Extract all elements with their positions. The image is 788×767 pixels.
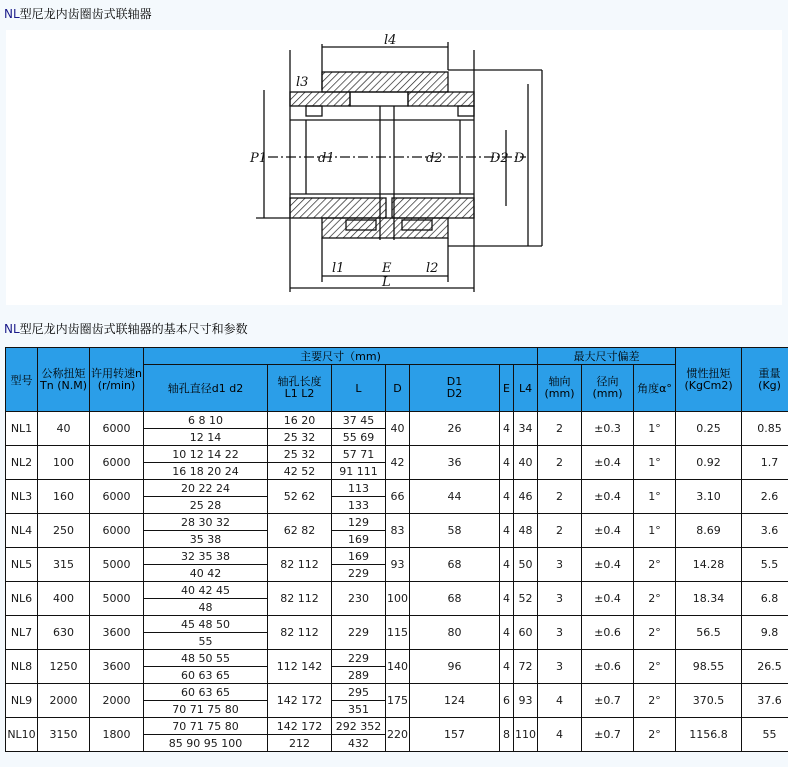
cell-inertia: 0.92 — [676, 446, 742, 480]
cell-D: 140 — [386, 650, 410, 684]
cell-L: 57 71 — [332, 446, 386, 463]
cell-bore-dia: 70 71 75 80 — [144, 701, 268, 718]
label-l2: l2 — [426, 261, 439, 276]
col-model: 型号 — [6, 348, 38, 412]
cell-weight: 3.6 — [742, 514, 788, 548]
cell-speed: 6000 — [90, 412, 144, 446]
cell-axial: 2 — [538, 412, 582, 446]
cell-torque: 400 — [38, 582, 90, 616]
table-body — [6, 412, 788, 752]
cell-weight: 37.6 — [742, 684, 788, 718]
cell-bore-dia: 20 22 24 — [144, 480, 268, 497]
cell-speed: 5000 — [90, 548, 144, 582]
cell-bore-dia: 48 50 55 — [144, 650, 268, 667]
cell-bore-len: 112 142 — [268, 650, 332, 684]
cell-bore-dia: 28 30 32 — [144, 514, 268, 531]
cell-bore-dia: 48 — [144, 599, 268, 616]
cell-L4: 48 — [514, 514, 538, 548]
cell-E: 6 — [500, 684, 514, 718]
cell-bore-len: 42 52 — [268, 463, 332, 480]
cell-angle: 1° — [634, 514, 676, 548]
cell-bore-dia: 10 12 14 22 — [144, 446, 268, 463]
col-weight: 重量 (Kg) — [742, 348, 788, 412]
label-l3: l3 — [296, 75, 309, 90]
cell-model: NL10 — [6, 718, 38, 752]
cell-bore-dia: 32 35 38 — [144, 548, 268, 565]
cell-L: 113 — [332, 480, 386, 497]
cell-D: 93 — [386, 548, 410, 582]
cell-model: NL8 — [6, 650, 38, 684]
cell-L: 133 — [332, 497, 386, 514]
label-d1: d1 — [318, 151, 335, 166]
cell-E: 4 — [500, 582, 514, 616]
cell-L: 55 69 — [332, 429, 386, 446]
cell-radial: ±0.4 — [582, 514, 634, 548]
cell-speed: 3600 — [90, 650, 144, 684]
cell-bore-dia: 70 71 75 80 — [144, 718, 268, 735]
table-row — [6, 650, 788, 667]
cell-D: 220 — [386, 718, 410, 752]
cell-torque: 40 — [38, 412, 90, 446]
table-row — [6, 684, 788, 701]
cell-speed: 2000 — [90, 684, 144, 718]
cell-E: 4 — [500, 480, 514, 514]
cell-radial: ±0.7 — [582, 684, 634, 718]
cell-radial: ±0.6 — [582, 650, 634, 684]
table-row — [6, 412, 788, 429]
cell-weight: 26.5 — [742, 650, 788, 684]
label-p1: P1 — [250, 151, 268, 166]
cell-inertia: 370.5 — [676, 684, 742, 718]
cell-bore-dia: 6 8 10 — [144, 412, 268, 429]
cell-angle: 2° — [634, 616, 676, 650]
cell-L4: 93 — [514, 684, 538, 718]
col-D: D — [386, 365, 410, 412]
cell-speed: 6000 — [90, 480, 144, 514]
label-l4: l4 — [384, 33, 397, 48]
col-angle: 角度α° — [634, 365, 676, 412]
subtitle-text: 型尼龙内齿圈齿式联轴器的基本尺寸和参数 — [19, 322, 248, 336]
cell-model: NL1 — [6, 412, 38, 446]
cell-D: 66 — [386, 480, 410, 514]
label-L: L — [382, 275, 391, 290]
cell-bore-dia: 45 48 50 — [144, 616, 268, 633]
cell-L: 295 — [332, 684, 386, 701]
cell-model: NL2 — [6, 446, 38, 480]
cell-angle: 2° — [634, 650, 676, 684]
cell-model: NL6 — [6, 582, 38, 616]
cell-model: NL4 — [6, 514, 38, 548]
cell-bore-dia: 60 63 65 — [144, 667, 268, 684]
cell-D1D2: 58 — [410, 514, 500, 548]
cell-L: 37 45 — [332, 412, 386, 429]
cell-axial: 2 — [538, 480, 582, 514]
table-row — [6, 480, 788, 497]
cell-bore-len: 82 112 — [268, 548, 332, 582]
cell-L: 229 — [332, 565, 386, 582]
cell-L4: 60 — [514, 616, 538, 650]
cell-bore-dia: 16 18 20 24 — [144, 463, 268, 480]
cell-L: 432 — [332, 735, 386, 752]
col-inertia: 惯性扭矩 (KgCm2) — [676, 348, 742, 412]
cell-inertia: 1156.8 — [676, 718, 742, 752]
cell-radial: ±0.4 — [582, 446, 634, 480]
table-row — [6, 718, 788, 735]
cell-D1D2: 124 — [410, 684, 500, 718]
cell-torque: 630 — [38, 616, 90, 650]
cell-D1D2: 36 — [410, 446, 500, 480]
cell-bore-len: 142 172 — [268, 684, 332, 718]
cell-D: 42 — [386, 446, 410, 480]
cell-L4: 50 — [514, 548, 538, 582]
cell-L: 91 111 — [332, 463, 386, 480]
label-D2: D2 — [490, 151, 509, 166]
cell-angle: 2° — [634, 548, 676, 582]
cell-L4: 52 — [514, 582, 538, 616]
header-row-1 — [6, 348, 788, 365]
cell-L: 230 — [332, 582, 386, 616]
cell-inertia: 98.55 — [676, 650, 742, 684]
cell-radial: ±0.7 — [582, 718, 634, 752]
cell-angle: 2° — [634, 684, 676, 718]
col-speed: 许用转速n (r/min) — [90, 348, 144, 412]
cell-bore-dia: 12 14 — [144, 429, 268, 446]
cell-inertia: 3.10 — [676, 480, 742, 514]
cell-L: 229 — [332, 616, 386, 650]
title-text: 型尼龙内齿圈齿式联轴器 — [19, 7, 152, 21]
col-axial: 轴向 (mm) — [538, 365, 582, 412]
cell-weight: 2.6 — [742, 480, 788, 514]
cell-L: 289 — [332, 667, 386, 684]
cell-D1D2: 96 — [410, 650, 500, 684]
cell-speed: 6000 — [90, 446, 144, 480]
cell-bore-len: 25 32 — [268, 429, 332, 446]
col-D1D2: D1 D2 — [410, 365, 500, 412]
cell-inertia: 14.28 — [676, 548, 742, 582]
cell-L: 169 — [332, 548, 386, 565]
cell-L: 292 352 — [332, 718, 386, 735]
cell-E: 8 — [500, 718, 514, 752]
cell-D: 175 — [386, 684, 410, 718]
coupling-drawing — [6, 30, 782, 305]
table-title — [4, 320, 248, 337]
cell-L: 351 — [332, 701, 386, 718]
cell-E: 4 — [500, 650, 514, 684]
table-row — [6, 446, 788, 463]
cell-angle: 1° — [634, 412, 676, 446]
cell-inertia: 56.5 — [676, 616, 742, 650]
cell-bore-len: 82 112 — [268, 582, 332, 616]
cell-D1D2: 26 — [410, 412, 500, 446]
cell-L4: 110 — [514, 718, 538, 752]
cell-weight: 5.5 — [742, 548, 788, 582]
cell-inertia: 0.25 — [676, 412, 742, 446]
cell-bore-len: 16 20 — [268, 412, 332, 429]
cell-L4: 40 — [514, 446, 538, 480]
cell-torque: 1250 — [38, 650, 90, 684]
cell-D1D2: 80 — [410, 616, 500, 650]
cell-speed: 3600 — [90, 616, 144, 650]
cell-inertia: 18.34 — [676, 582, 742, 616]
col-radial: 径向 (mm) — [582, 365, 634, 412]
cell-D1D2: 68 — [410, 548, 500, 582]
cell-torque: 100 — [38, 446, 90, 480]
cell-model: NL3 — [6, 480, 38, 514]
cell-D1D2: 44 — [410, 480, 500, 514]
cell-bore-len: 25 32 — [268, 446, 332, 463]
table-row — [6, 548, 788, 565]
cell-E: 4 — [500, 412, 514, 446]
cell-angle: 1° — [634, 446, 676, 480]
cell-axial: 2 — [538, 514, 582, 548]
cell-bore-len: 52 62 — [268, 480, 332, 514]
cell-weight: 6.8 — [742, 582, 788, 616]
table-row — [6, 514, 788, 531]
coupling-diagram-svg — [6, 30, 782, 305]
cell-L4: 46 — [514, 480, 538, 514]
cell-radial: ±0.4 — [582, 480, 634, 514]
col-L4: L4 — [514, 365, 538, 412]
cell-speed: 5000 — [90, 582, 144, 616]
cell-axial: 3 — [538, 650, 582, 684]
cell-model: NL5 — [6, 548, 38, 582]
col-torque: 公称扭矩 Tn (N.M) — [38, 348, 90, 412]
cell-bore-dia: 25 28 — [144, 497, 268, 514]
cell-E: 4 — [500, 616, 514, 650]
cell-inertia: 8.69 — [676, 514, 742, 548]
cell-radial: ±0.4 — [582, 548, 634, 582]
cell-bore-len: 82 112 — [268, 616, 332, 650]
cell-speed: 6000 — [90, 514, 144, 548]
cell-angle: 2° — [634, 718, 676, 752]
cell-radial: ±0.6 — [582, 616, 634, 650]
table-row — [6, 616, 788, 633]
cell-bore-dia: 40 42 — [144, 565, 268, 582]
cell-E: 4 — [500, 514, 514, 548]
cell-radial: ±0.4 — [582, 582, 634, 616]
cell-model: NL9 — [6, 684, 38, 718]
cell-bore-dia: 60 63 65 — [144, 684, 268, 701]
cell-bore-dia: 35 38 — [144, 531, 268, 548]
cell-weight: 55 — [742, 718, 788, 752]
cell-weight: 9.8 — [742, 616, 788, 650]
cell-L4: 34 — [514, 412, 538, 446]
col-E: E — [500, 365, 514, 412]
cell-axial: 4 — [538, 684, 582, 718]
cell-bore-len: 212 — [268, 735, 332, 752]
cell-bore-dia: 40 42 45 — [144, 582, 268, 599]
label-E: E — [382, 261, 392, 276]
col-main-dims: 主要尺寸（mm) — [144, 348, 538, 365]
cell-D: 100 — [386, 582, 410, 616]
cell-axial: 3 — [538, 616, 582, 650]
cell-L: 169 — [332, 531, 386, 548]
cell-torque: 250 — [38, 514, 90, 548]
cell-D: 40 — [386, 412, 410, 446]
page-title — [4, 5, 152, 22]
cell-torque: 3150 — [38, 718, 90, 752]
cell-bore-dia: 55 — [144, 633, 268, 650]
cell-angle: 2° — [634, 582, 676, 616]
cell-D1D2: 157 — [410, 718, 500, 752]
spec-table — [5, 347, 788, 752]
cell-weight: 0.85 — [742, 412, 788, 446]
cell-axial: 2 — [538, 446, 582, 480]
col-bore-len: 轴孔长度 L1 L2 — [268, 365, 332, 412]
cell-bore-len: 142 172 — [268, 718, 332, 735]
cell-torque: 315 — [38, 548, 90, 582]
cell-axial: 3 — [538, 582, 582, 616]
cell-torque: 2000 — [38, 684, 90, 718]
cell-axial: 4 — [538, 718, 582, 752]
cell-bore-dia: 85 90 95 100 — [144, 735, 268, 752]
cell-L4: 72 — [514, 650, 538, 684]
cell-E: 4 — [500, 548, 514, 582]
cell-bore-len: 62 82 — [268, 514, 332, 548]
cell-L: 129 — [332, 514, 386, 531]
title-prefix: NL — [4, 7, 20, 21]
label-D: D — [514, 151, 525, 166]
cell-D1D2: 68 — [410, 582, 500, 616]
label-d2: d2 — [426, 151, 443, 166]
table-row — [6, 582, 788, 599]
col-bore-dia: 轴孔直径d1 d2 — [144, 365, 268, 412]
col-L: L — [332, 365, 386, 412]
cell-angle: 1° — [634, 480, 676, 514]
cell-D: 83 — [386, 514, 410, 548]
cell-model: NL7 — [6, 616, 38, 650]
cell-E: 4 — [500, 446, 514, 480]
label-l1: l1 — [332, 261, 345, 276]
col-max-dev: 最大尺寸偏差 — [538, 348, 676, 365]
cell-speed: 1800 — [90, 718, 144, 752]
cell-torque: 160 — [38, 480, 90, 514]
cell-L: 229 — [332, 650, 386, 667]
cell-axial: 3 — [538, 548, 582, 582]
subtitle-prefix: NL — [4, 322, 20, 336]
cell-radial: ±0.3 — [582, 412, 634, 446]
cell-weight: 1.7 — [742, 446, 788, 480]
cell-D: 115 — [386, 616, 410, 650]
